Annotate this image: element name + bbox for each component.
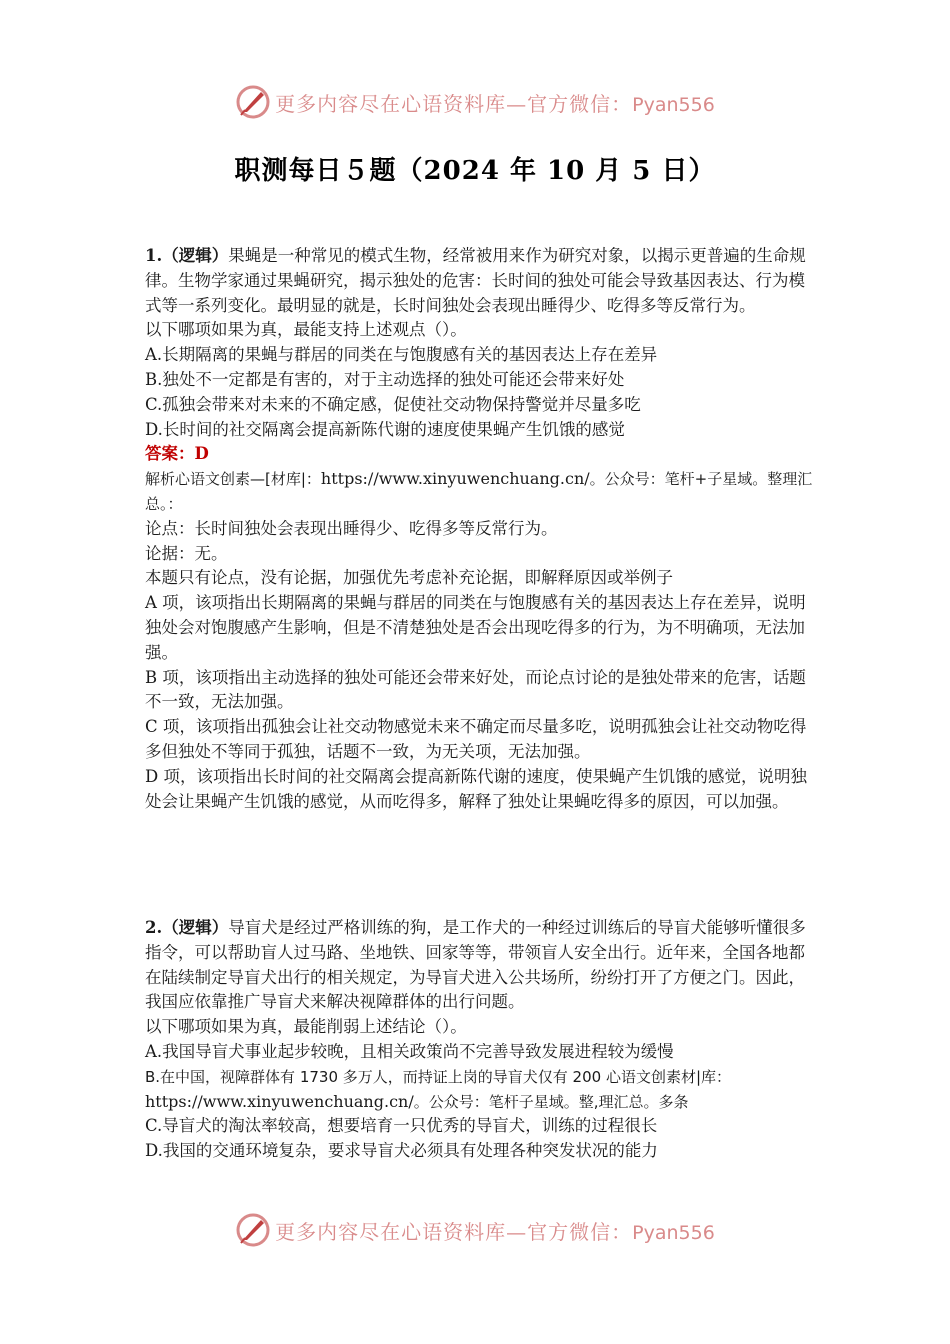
banner-text: 更多内容尽在心语资料库—官方微信：Pyan556 xyxy=(275,91,715,116)
analysis-line-2: 论据：无。 xyxy=(145,543,228,563)
quill-logo-icon xyxy=(235,84,271,120)
analysis-line-6: C 项，该项指出孤独会让社交动物感觉未来不确定而尽量多吃，说明孤独会让社交动物吃得多但独处不等同于孤独，话题不一致，为无关项，无法加强。 xyxy=(145,717,807,761)
analysis-line-7: D 项，该项指出长时间的社交隔离会提高新陈代谢的速度，使果蝇产生饥饿的感觉，说明独处会让果蝇产生饥饿的感觉，从而吃得多，解释了独处让果蝇吃得多的原因，可以加强。 xyxy=(145,766,807,811)
question-2-option-d: D.我国的交通环境复杂，要求导盲犬必须具有处理各种突发状况的能力 xyxy=(145,1141,658,1161)
question-1-analysis-heading: 解析心语文创素—[材库|：https://www.xinyuwenchuang.cn/。公众号：笔杆+子星域。整理汇总。： xyxy=(145,469,813,513)
question-1-option-a: A.长期隔离的果蝇与群居的同类在与饱腹感有关的基因表达上存在差异 xyxy=(145,345,658,365)
banner-text: 更多内容尽在心语资料库—官方微信：Pyan556 xyxy=(275,1219,715,1244)
page-title: 职测每日５题（2024 年 10 月 5 日） xyxy=(234,156,716,186)
question-1-option-d: D.长时间的社交隔离会提高新陈代谢的速度使果蝇产生饥饿的感觉 xyxy=(145,419,625,439)
analysis-line-3: 本题只有论点，没有论据，加强优先考虑补充论据，即解释原因或举例子 xyxy=(145,568,673,588)
banner-wechat-id: Pyan556 xyxy=(632,93,715,116)
question-2-option-b: B.在中国，视障群体有 1730 多万人，而持证上岗的导盲犬仅有 200 心语文创素材|库：https://www.xinyuwenchuang.cn/。公众号：笔杆子星域。整,理汇总。多条 xyxy=(145,1067,731,1111)
question-1-option-b: B.独处不一定都是有害的，对于主动选择的独处可能还会带来好处 xyxy=(145,369,625,389)
question-1 xyxy=(145,244,815,814)
question-1-label: 1.（逻辑） xyxy=(145,246,229,265)
question-2 xyxy=(145,916,815,1164)
question-1-stem: 1.（逻辑）果蝇是一种常见的模式生物，经常被用来作为研究对象，以揭示更普遍的生命规律。生物学家通过果蝇研究，揭示独处的危害：长时间的独处可能会导致基因表达、行为模式等一系列变化。最明显的就是，长时间独处会表现出睡得少、吃得多等反常行为。 xyxy=(145,246,806,315)
question-1-option-c: C.孤独会带来对未来的不确定感，促使社交动物保持警觉并尽量多吃 xyxy=(145,394,641,414)
question-1-answer: 答案：D xyxy=(145,444,209,464)
quill-logo-icon xyxy=(235,1212,271,1248)
analysis-url-link: https://www.xinyuwenchuang.cn/ xyxy=(320,469,590,489)
option-b-url-link: https://www.xinyuwenchuang.cn/ xyxy=(145,1091,414,1111)
banner-wechat-id: Pyan556 xyxy=(632,1221,715,1244)
question-2-option-a: A.我国导盲犬事业起步较晚，且相关政策尚不完善导致发展进程较为缓慢 xyxy=(145,1041,674,1061)
footer-banner xyxy=(0,1210,950,1250)
header-banner xyxy=(0,82,950,122)
question-2-option-c: C.导盲犬的淘汰率较高，想要培育一只优秀的导盲犬，训练的过程很长 xyxy=(145,1116,658,1136)
question-2-prompt: 以下哪项如果为真，最能削弱上述结论（）。 xyxy=(145,1017,467,1037)
analysis-line-5: B 项，该项指出主动选择的独处可能还会带来好处，而论点讨论的是独处带来的危害，话题不一致，无法加强。 xyxy=(145,667,806,712)
question-1-prompt: 以下哪项如果为真，最能支持上述观点（）。 xyxy=(145,320,467,340)
analysis-line-4: A 项，该项指出长期隔离的果蝇与群居的同类在与饱腹感有关的基因表达上存在差异，说明独处会对饱腹感产生影响，但是不清楚独处是否会出现吃得多的行为，为不明确项，无法加强。 xyxy=(145,593,806,662)
analysis-line-1: 论点：长时间独处会表现出睡得少、吃得多等反常行为。 xyxy=(145,518,558,538)
question-2-stem: 2.（逻辑）导盲犬是经过严格训练的狗，是工作犬的一种经过训练后的导盲犬能够听懂很多指令，可以帮助盲人过马路、坐地铁、回家等等，带领盲人安全出行。近年来，全国各地都在陆续制定导盲犬出行的相关规定，为导盲犬进入公共场所，纷纷打开了方便之门。因此，我国应依靠推广导盲犬来解决视障群体的出行问题。 xyxy=(145,918,806,1012)
question-2-label: 2.（逻辑） xyxy=(145,918,229,937)
